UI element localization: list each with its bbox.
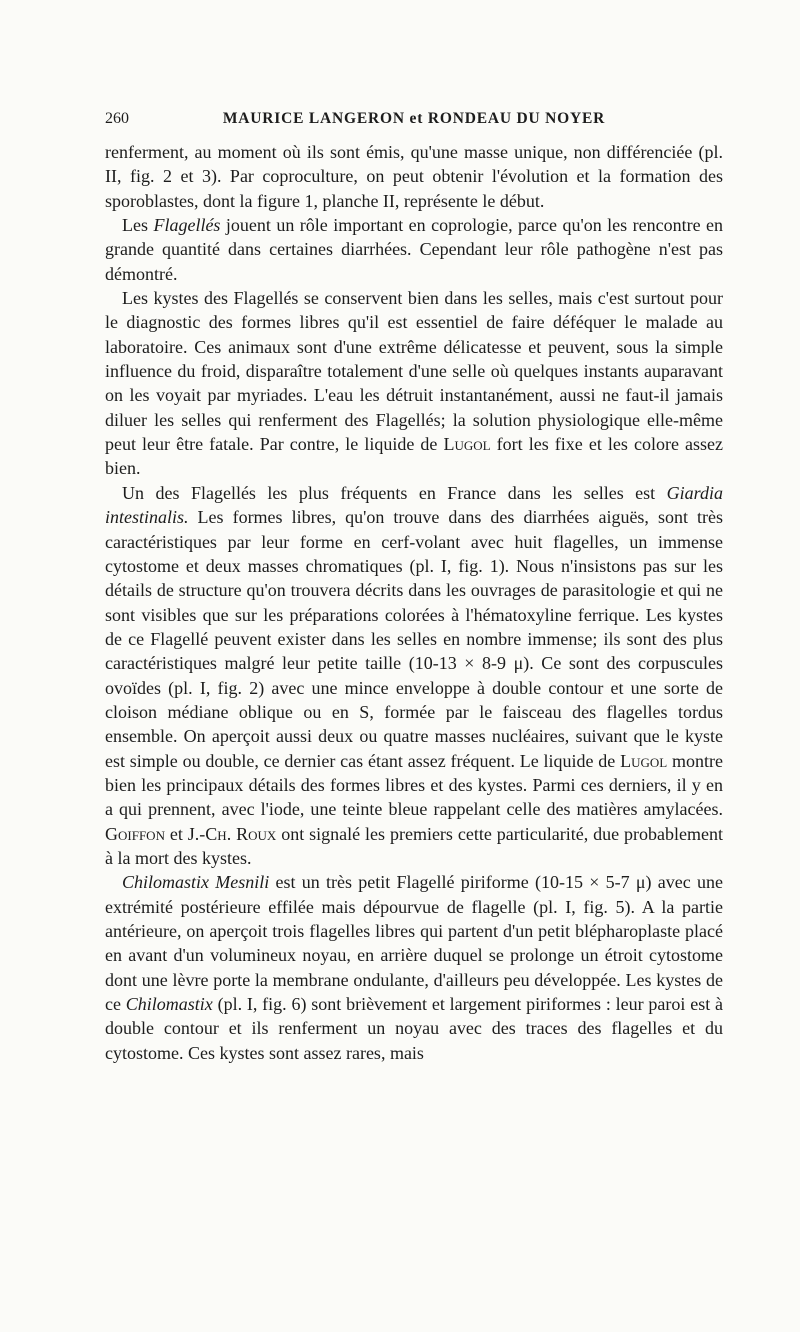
taxon-name: Chilomastix	[125, 994, 213, 1015]
author-name: Lugol	[620, 750, 668, 771]
running-title: MAURICE LANGERON et RONDEAU DU NOYER	[222, 110, 606, 127]
paragraph: Un des Flagellés les plus fréquents en France dans les selles est Giardia intestinalis. Les formes libres, qu'on trouve dans des diarrhées aiguës, sont très caractéristiques par leur forme en cerf-volant avec huit flagelles, un immense cytostome et deux masses chromatiques (pl. I, fig. 1). Nous n'insistons pas sur les détails de structure qu'on trouvera décrits dans les ouvrages de parasitologie et qui ne sont visibles que sur les préparations colorées à l'hématoxyline ferrique. Les kystes de ce Flagellé peuvent exister dans les selles en nombre immense; ils sont des plus caractéristiques malgré leur petite taille (10-13 × 8-9 μ). Ce sont des corpuscules ovoïdes (pl. I, fig. 2) avec une mince enveloppe à double contour et une sorte de cloison médiane oblique ou en S, formée par le faisceau des flagelles tordus ensemble. On aperçoit aussi deux ou quatre masses nucléaires, suivant que le kyste est simple ou double, ce dernier cas étant assez fréquent. Le liquide de Lugol montre bien les principaux détails des formes libres et des kystes. Parmi ces derniers, il y en a qui prennent, avec l'iode, une teinte bleue rappelant celle des matières amylacées. Goiffon et J.-Ch. Roux ont signalé les premiers cette particularité, due probablement à la mort des kystes.	[105, 482, 723, 868]
author-name: Lugol	[443, 434, 491, 455]
page-number: 260	[105, 110, 129, 127]
taxon-name: Flagellés	[153, 215, 221, 236]
paragraph: Les Flagellés jouent un rôle important en coprologie, parce qu'on les rencontre en grande quantité dans certaines diarrhées. Cependant leur rôle pathogène n'est pas démontré.	[105, 215, 723, 284]
body-text	[105, 140, 723, 1065]
paragraph: Les kystes des Flagellés se conservent bien dans les selles, mais c'est surtout pour le diagnostic des formes libres qu'il est essentiel de faire déféquer le malade au laboratoire. Ces animaux sont d'une extrême délicatesse et peuvent, sous la simple influence du froid, disparaître totalement d'une selle où quelques instants auparavant on les voyait par myriades. L'eau les détruit instantanément, aussi ne faut-il jamais diluer les selles qui renferment des Flagellés; la solution physiologique elle-même peut leur être fatale. Par contre, le liquide de Lugol fort les fixe et les colore assez bien.	[105, 288, 723, 479]
paragraph: Chilomastix Mesnili est un très petit Flagellé piriforme (10-15 × 5-7 μ) avec une extrémité postérieure effilée mais dépourvue de flagelle (pl. I, fig. 5). A la partie antérieure, on aperçoit trois flagelles libres qui partent d'un petit blépharoplaste placé en avant d'un volumineux noyau, en arrière duquel se prolonge un étroit cytostome dont une lèvre porte la membrane ondulante, d'ailleurs peu développée. Les kystes de ce Chilomastix (pl. I, fig. 6) sont brièvement et largement piriformes : leur paroi est à double contour et ils renferment un noyau avec des traces des flagelles et du cytostome. Ces kystes sont assez rares, mais	[105, 872, 724, 1063]
page	[105, 110, 723, 1065]
author-name: Goiffon	[105, 823, 165, 844]
taxon-name: Chilomastix Mesnili	[122, 872, 270, 893]
paragraph: renferment, au moment où ils sont émis, qu'une masse unique, non différenciée (pl. II, fig. 2 et 3). Par coproculture, on peut obtenir l'évolution et la formation des sporoblastes, dont la figure 1, planche II, représente le début.	[105, 142, 723, 211]
page-header	[105, 110, 723, 140]
author-name: Ch. Roux	[205, 823, 277, 844]
taxon-name: Giardia intestinalis.	[105, 482, 723, 528]
